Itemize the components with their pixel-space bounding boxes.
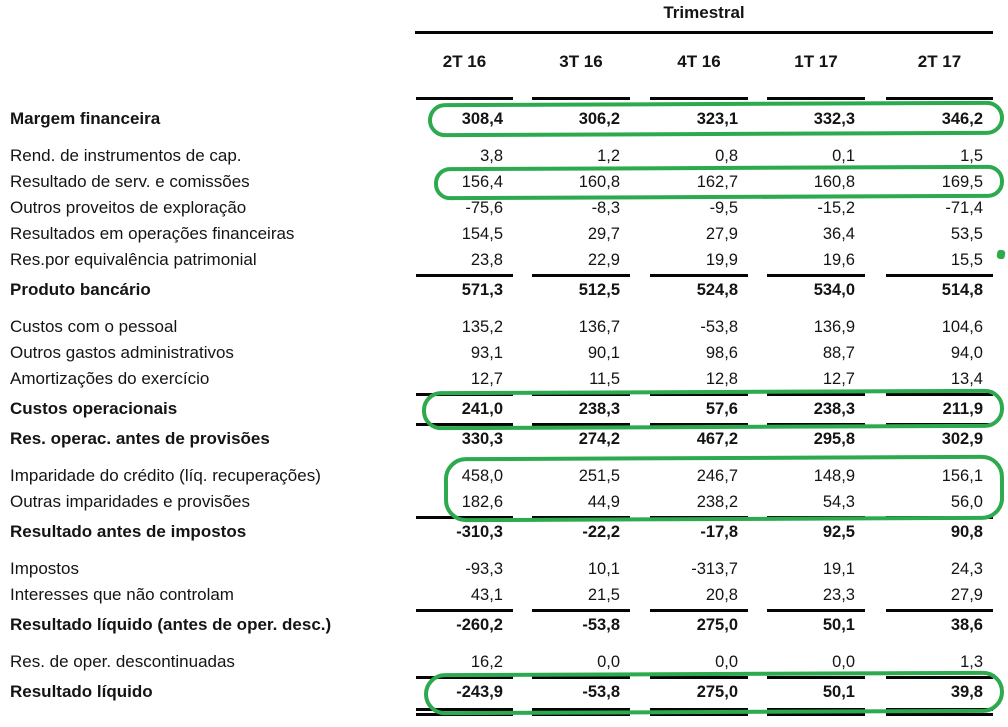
row-value: 39,8 <box>950 683 983 701</box>
row-value: 238,2 <box>696 493 738 511</box>
column-header: 4T 16 <box>677 52 721 71</box>
row-value: 44,9 <box>587 493 620 511</box>
highlight-oval-annotation <box>434 165 1004 200</box>
row-value: 524,8 <box>696 281 738 299</box>
row-value: 27,9 <box>705 225 738 243</box>
row-value: 0,0 <box>715 653 738 671</box>
row-label: Outras imparidades e provisões <box>10 492 251 511</box>
row-value: 302,9 <box>941 430 983 448</box>
row-value: 94,0 <box>950 344 983 362</box>
row-value: 514,8 <box>941 281 983 299</box>
row-value: 0,8 <box>715 147 738 165</box>
table-row <box>0 247 1008 273</box>
row-value: 275,0 <box>696 616 738 634</box>
row-value: 23,3 <box>822 586 855 604</box>
row-value: 1,3 <box>960 653 983 671</box>
row-value: 21,5 <box>587 586 620 604</box>
row-value: 11,5 <box>589 370 620 388</box>
row-value: -9,5 <box>709 199 738 217</box>
row-label: Res.por equivalência patrimonial <box>10 250 257 269</box>
row-value: 534,0 <box>813 281 855 299</box>
table-row <box>0 366 1008 392</box>
row-label: Resultado líquido (antes de oper. desc.) <box>10 615 332 634</box>
row-value: 274,2 <box>578 430 620 448</box>
row-value: 160,8 <box>578 173 620 191</box>
row-value: -243,9 <box>456 683 503 701</box>
row-value: 512,5 <box>578 281 620 299</box>
row-value: 154,5 <box>461 225 503 243</box>
row-value: 36,4 <box>822 225 855 243</box>
row-label: Resultado líquido <box>10 682 153 701</box>
table-row <box>0 519 1008 545</box>
row-value: 29,7 <box>587 225 620 243</box>
row-value: 3,8 <box>480 147 503 165</box>
row-value: 0,0 <box>832 653 855 671</box>
row-label: Res. operac. antes de provisões <box>10 429 270 448</box>
row-value: 160,8 <box>813 173 855 191</box>
row-value: -75,6 <box>465 199 503 217</box>
row-value: 182,6 <box>461 493 503 511</box>
row-value: 90,8 <box>950 523 983 541</box>
row-label: Margem financeira <box>10 109 161 128</box>
row-value: 10,1 <box>587 560 620 578</box>
row-value: 104,6 <box>941 318 983 336</box>
row-value: -22,2 <box>582 523 620 541</box>
row-value: -53,8 <box>700 318 738 336</box>
column-header: 3T 16 <box>559 52 603 71</box>
row-value: 19,1 <box>822 560 855 578</box>
row-label: Resultados em operações financeiras <box>10 224 295 243</box>
row-value: 15,5 <box>950 251 983 269</box>
row-label: Outros gastos administrativos <box>10 343 234 362</box>
row-value: 308,4 <box>461 110 503 128</box>
row-value: -313,7 <box>691 560 738 578</box>
row-value: 238,3 <box>813 400 855 418</box>
row-label: Interesses que não controlam <box>10 585 234 604</box>
row-value: 0,0 <box>597 653 620 671</box>
row-value: 16,2 <box>470 653 503 671</box>
row-value: 332,3 <box>813 110 855 128</box>
row-value: 346,2 <box>941 110 983 128</box>
row-value: -93,3 <box>465 560 503 578</box>
row-value: 467,2 <box>696 430 738 448</box>
row-value: 12,7 <box>470 370 503 388</box>
row-value: 88,7 <box>822 344 855 362</box>
row-value: 23,8 <box>470 251 503 269</box>
row-value: 156,1 <box>941 467 983 485</box>
table-row <box>0 556 1008 582</box>
row-value: 136,7 <box>578 318 620 336</box>
row-value: -15,2 <box>817 199 855 217</box>
column-header: 2T 17 <box>917 52 962 71</box>
row-value: 306,2 <box>578 110 620 128</box>
row-value: 24,3 <box>950 560 983 578</box>
edge-mark-annotation <box>996 249 1005 259</box>
row-value: 1,2 <box>597 147 620 165</box>
highlight-oval-annotation <box>428 101 1004 138</box>
highlight-oval-annotation <box>422 389 1004 431</box>
row-label: Outros proveitos de exploração <box>10 198 247 217</box>
row-value: 12,7 <box>822 370 855 388</box>
row-value: 275,0 <box>696 683 738 701</box>
row-value: 1,5 <box>960 147 983 165</box>
row-value: 156,4 <box>461 173 503 191</box>
column-header: 2T 16 <box>442 52 487 71</box>
row-value: 211,9 <box>942 400 983 418</box>
row-value: -71,4 <box>945 199 983 217</box>
row-value: 148,9 <box>813 467 855 485</box>
row-value: 50,1 <box>822 683 855 701</box>
row-value: -260,2 <box>456 616 503 634</box>
row-value: 22,9 <box>587 251 620 269</box>
row-label: Impostos <box>10 559 79 578</box>
row-value: 19,6 <box>822 251 855 269</box>
row-value: 43,1 <box>470 586 503 604</box>
row-value: 53,5 <box>950 225 983 243</box>
table-row <box>0 314 1008 340</box>
row-value: 19,9 <box>705 251 738 269</box>
row-label: Resultado de serv. e comissões <box>10 172 250 191</box>
row-label: Produto bancário <box>10 280 151 299</box>
row-value: 54,3 <box>822 493 855 511</box>
row-label: Resultado antes de impostos <box>10 522 247 541</box>
table-row <box>0 612 1008 638</box>
row-value: 20,8 <box>705 586 738 604</box>
table-row <box>0 340 1008 366</box>
table-row <box>0 582 1008 608</box>
row-value: 169,5 <box>941 173 983 191</box>
row-label: Rend. de instrumentos de cap. <box>10 146 242 165</box>
row-label: Res. de oper. descontinuadas <box>10 652 235 671</box>
row-value: 90,1 <box>587 344 620 362</box>
row-value: -310,3 <box>456 523 503 541</box>
row-value: 241,0 <box>461 400 503 418</box>
row-value: 50,1 <box>822 616 855 634</box>
row-value: -53,8 <box>582 683 620 701</box>
table-row <box>0 277 1008 303</box>
row-value: 571,3 <box>461 281 503 299</box>
table-row <box>0 221 1008 247</box>
highlight-oval-annotation <box>424 671 1004 716</box>
column-header: 1T 17 <box>794 52 838 71</box>
row-label: Imparidade do crédito (líq. recuperações) <box>10 466 321 485</box>
row-value: -8,3 <box>591 199 620 217</box>
row-value: 162,7 <box>696 173 738 191</box>
row-value: 27,9 <box>950 586 983 604</box>
row-value: 246,7 <box>696 467 738 485</box>
row-value: 323,1 <box>696 110 738 128</box>
group-header-title: Trimestral <box>663 3 745 22</box>
row-value: 12,8 <box>705 370 738 388</box>
row-label: Custos operacionais <box>10 399 178 418</box>
row-value: 238,3 <box>578 400 620 418</box>
row-value: 57,6 <box>705 400 738 418</box>
row-value: 98,6 <box>705 344 738 362</box>
rule-line <box>0 274 1008 277</box>
row-value: -53,8 <box>582 616 620 634</box>
row-value: 251,5 <box>578 467 620 485</box>
row-value: 56,0 <box>950 493 983 511</box>
row-value: 92,5 <box>822 523 855 541</box>
rule-line <box>0 609 1008 612</box>
highlight-oval-annotation <box>444 455 1004 522</box>
row-value: 330,3 <box>461 430 503 448</box>
row-label: Amortizações do exercício <box>10 369 210 388</box>
row-value: 0,1 <box>832 147 855 165</box>
row-value: 38,6 <box>950 616 983 634</box>
row-value: 458,0 <box>461 467 503 485</box>
row-value: 93,1 <box>470 344 503 362</box>
row-value: 136,9 <box>813 318 855 336</box>
row-label: Custos com o pessoal <box>10 317 178 336</box>
row-value: 295,8 <box>813 430 855 448</box>
row-value: 135,2 <box>461 318 503 336</box>
row-value: 13,4 <box>950 370 983 388</box>
row-value: -17,8 <box>700 523 738 541</box>
header-top-rule <box>415 31 993 34</box>
